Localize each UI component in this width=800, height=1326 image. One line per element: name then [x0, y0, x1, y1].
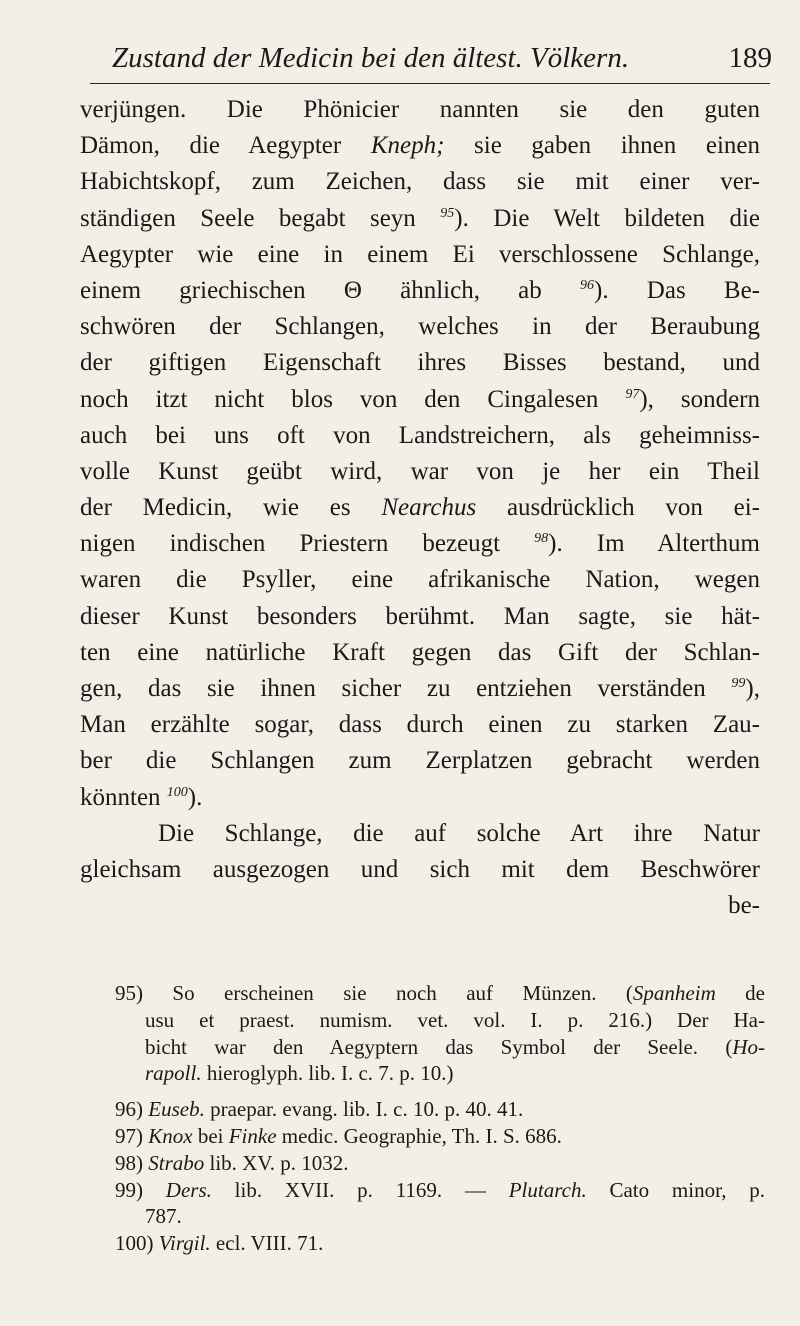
text-run: sie gaben ihnen einen — [444, 132, 760, 160]
footnote-ref: 97 — [625, 386, 640, 402]
text-run: Die Schlange, die auf solche Art ihre Natur — [158, 819, 760, 847]
footnote-line — [115, 1123, 765, 1150]
text-line — [80, 562, 760, 598]
footnote-line — [115, 1230, 765, 1257]
text-run: ständigen Seele begabt seyn — [80, 204, 441, 232]
main-text — [80, 92, 760, 924]
page-number: 189 — [728, 42, 772, 74]
text-line — [80, 743, 760, 779]
text-run: hieroglyph. lib. I. c. 7. p. 10.) — [201, 1061, 454, 1086]
footnotes — [115, 980, 765, 1257]
text-run: lib. XVII. p. 1169. — — [211, 1177, 509, 1202]
text-run: dieser Kunst besonders berühmt. Man sagte, sie hät- — [80, 602, 760, 630]
text-run: einem griechischen Θ ähnlich, ab — [80, 276, 580, 304]
text-run: Aegypter wie eine in einem Ei verschlossene Schlange, — [80, 240, 760, 268]
text-run: 96) — [115, 1097, 149, 1122]
text-run: Dämon, die Aegypter — [80, 132, 371, 160]
text-line — [80, 671, 760, 707]
footnote-line — [115, 1096, 765, 1123]
text-line — [80, 490, 760, 526]
text-run: usu et praest. numism. vet. vol. I. p. 216.) Der Ha- — [145, 1007, 765, 1032]
text-line — [80, 454, 760, 490]
text-run: ). — [187, 783, 203, 811]
text-line — [80, 599, 760, 635]
footnote-line — [115, 1177, 765, 1204]
text-run: Man erzählte sogar, dass durch einen zu starken Zau- — [80, 711, 760, 739]
footnote-ref: 95 — [440, 205, 455, 221]
italic-run: Finke — [228, 1123, 277, 1148]
text-run: volle Kunst geübt wird, war von je her ein Theil — [80, 457, 760, 485]
text-run: auch bei uns oft von Landstreichern, als geheimniss- — [80, 421, 760, 449]
italic-run: rapoll. — [145, 1061, 202, 1086]
text-line — [80, 92, 760, 128]
footnote-ref: 98 — [534, 531, 549, 547]
footnote-line — [115, 1060, 765, 1087]
text-run: waren die Psyller, eine afrikanische Nation, wegen — [80, 566, 760, 594]
text-run: 99) — [115, 1177, 166, 1202]
italic-run: Plutarch. — [508, 1177, 587, 1202]
running-header — [112, 38, 772, 78]
running-title: Zustand der Medicin bei den ältest. Völkern. — [112, 42, 630, 74]
footnote-line — [115, 1007, 765, 1034]
italic-run: Kneph; — [370, 132, 445, 160]
footnote-line — [115, 1150, 765, 1177]
text-run: ten eine natürliche Kraft gegen das Gift der Schlan- — [80, 638, 760, 666]
text-line — [80, 164, 760, 200]
text-run: de — [715, 981, 765, 1005]
text-run: ). Das Be- — [594, 276, 760, 304]
text-line — [80, 816, 760, 852]
text-run: bicht war den Aegyptern das Symbol der Seele. ( — [145, 1034, 733, 1059]
footnote-line — [115, 1034, 765, 1061]
text-run: lib. XV. p. 1032. — [204, 1150, 349, 1175]
text-line — [80, 273, 760, 309]
text-line — [80, 382, 760, 418]
text-run: 100) — [115, 1231, 159, 1256]
text-run: bei — [192, 1123, 229, 1148]
text-run: ecl. VIII. 71. — [210, 1231, 324, 1256]
text-line — [80, 852, 760, 888]
italic-run: Strabo — [148, 1150, 205, 1175]
text-line — [80, 345, 760, 381]
text-line — [80, 309, 760, 345]
text-run: schwören der Schlangen, welches in der Beraubung — [80, 313, 760, 341]
footnote-line — [115, 1203, 765, 1230]
text-run: 98) — [115, 1150, 149, 1175]
text-run: 95) So erscheinen sie noch auf Münzen. ( — [115, 981, 633, 1005]
text-run: Habichtskopf, zum Zeichen, dass sie mit einer ver- — [80, 168, 760, 196]
footnote-ref: 100 — [166, 784, 188, 800]
text-run: der Medicin, wie es — [80, 494, 382, 522]
header-rule — [90, 83, 770, 84]
text-run: ber die Schlangen zum Zerplatzen gebracht werden — [80, 747, 760, 775]
text-line — [80, 526, 760, 562]
text-run: ). Die Welt bildeten die — [454, 204, 761, 232]
text-line — [80, 237, 760, 273]
footnote-ref: 96 — [580, 277, 594, 293]
text-run: ), — [745, 675, 760, 702]
text-line — [80, 635, 760, 671]
text-run: medic. Geographie, Th. I. S. 686. — [276, 1123, 562, 1148]
text-run: gleichsam ausgezogen und sich mit dem Beschwörer — [80, 855, 760, 883]
text-run: verjüngen. Die Phönicier nannten sie den guten — [80, 96, 760, 123]
text-run: 787. — [145, 1204, 182, 1229]
footnote-ref: 99 — [731, 676, 746, 691]
text-run: praepar. evang. lib. I. c. 10. p. 40. 41. — [204, 1097, 524, 1122]
text-run: ). Im Alterthum — [548, 530, 760, 558]
text-run: nigen indischen Priestern bezeugt — [80, 530, 535, 558]
italic-run: Virgil. — [158, 1231, 211, 1256]
text-run: 97) — [115, 1123, 149, 1148]
italic-run: Euseb. — [148, 1097, 205, 1122]
text-run: könnten — [80, 783, 167, 811]
text-line — [80, 201, 760, 237]
text-run: der giftigen Eigenschaft ihres Bisses bestand, und — [80, 349, 760, 377]
italic-run: Knox — [148, 1123, 193, 1148]
text-run: gen, das sie ihnen sicher zu entziehen verständen — [80, 675, 732, 702]
text-line — [80, 707, 760, 743]
text-line — [80, 888, 760, 924]
text-run: be- — [728, 892, 760, 920]
text-line — [80, 418, 760, 454]
text-run: ), sondern — [639, 385, 760, 413]
text-run: ausdrücklich von ei- — [476, 494, 760, 522]
italic-run: Nearchus — [381, 494, 477, 522]
italic-run: Ho- — [732, 1034, 765, 1059]
text-run: Cato minor, p. — [586, 1177, 766, 1202]
italic-run: Spanheim — [632, 981, 716, 1005]
italic-run: Ders. — [165, 1177, 212, 1202]
text-line — [80, 780, 760, 816]
footnote-line — [115, 980, 765, 1007]
text-line — [80, 128, 760, 164]
text-run: noch itzt nicht blos von den Cingalesen — [80, 385, 626, 413]
